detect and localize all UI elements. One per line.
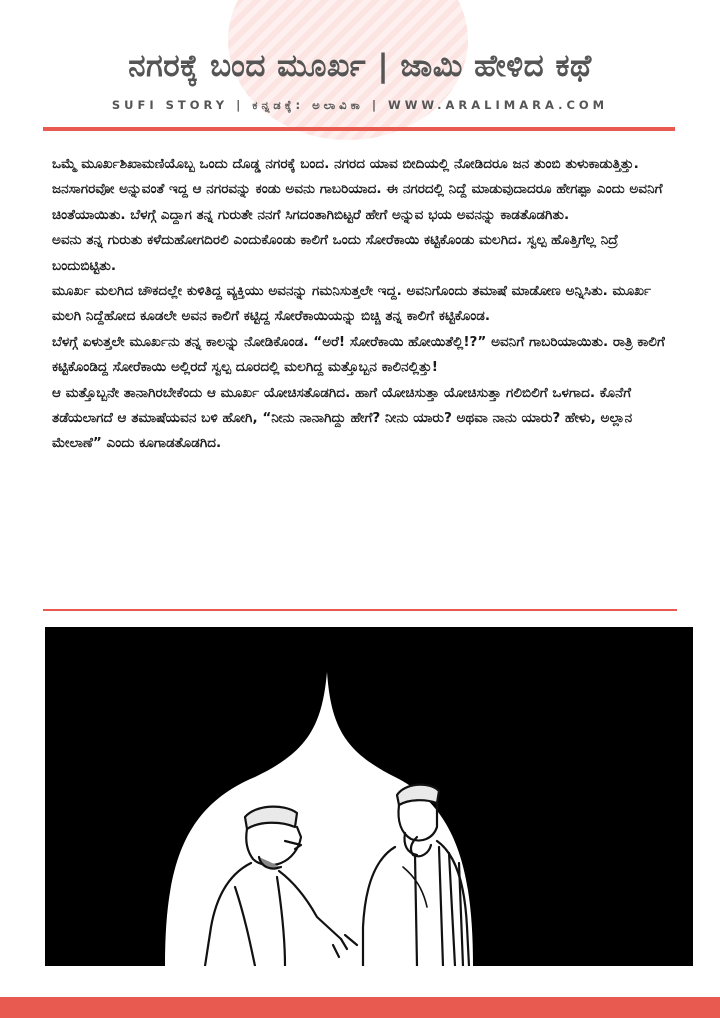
story-paragraph: ಅವನು ತನ್ನ ಗುರುತು ಕಳೆದುಹೋಗದಿರಲಿ ಎಂದುಕೊಂಡು ಕಾಲಿಗೆ ಒಂದು ಸೋರೆಕಾಯಿ ಕಟ್ಟಿಕೊಂಡು ಮಲಗಿದ. ಸ್ವಲ್ಪ ಹೊತ್ತಿಗೆಲ್ಲ ನಿದ್ರೆ ಬಂದುಬಿಟ್ಟಿತು. [52,232,619,274]
story-illustration [45,627,693,966]
story-body [52,152,674,457]
story-paragraph: ಮೂರ್ಖ ಮಲಗಿದ ಚೌಕದಲ್ಲೇ ಕುಳಿತಿದ್ದ ವ್ಯಕ್ತಿಯು ಅವನನ್ನು ಗಮನಿಸುತ್ತಲೇ ಇದ್ದ. ಅವನಿಗೊಂದು ತಮಾಷೆ ಮಾಡೋಣ ಅನ್ನಿಸಿತು. ಮೂರ್ಖ ಮಲಗಿ ನಿದ್ದೆಹೋದ ಕೂಡಲೇ ಅವನ ಕಾಲಿಗೆ ಕಟ್ಟಿದ್ದ ಸೋರೆಕಾಯಿಯನ್ನು ಬಿಚ್ಚಿ ತನ್ನ ಕಾಲಿಗೆ ಕಟ್ಟಿಕೊಂಡ. [52,283,652,325]
footer-bar [0,997,720,1018]
story-paragraph: ಬೆಳಗ್ಗೆ ಏಳುತ್ತಲೇ ಮೂರ್ಖನು ತನ್ನ ಕಾಲನ್ನು ನೋಡಿಕೊಂಡ. “ಅರೆ! ಸೋರೆಕಾಯಿ ಹೋಯಿತೆಲ್ಲಿ!?” ಅವನಿಗೆ ಗಾಬರಿಯಾಯಿತು. ರಾತ್ರಿ ಕಾಲಿಗೆ ಕಟ್ಟಿಕೊಂಡಿದ್ದ ಸೋರೆಕಾಯಿ ಅಲ್ಲಿರದೆ ಸ್ವಲ್ಪ ದೂರದಲ್ಲಿ ಮಲಗಿದ್ದ ಮತ್ತೊಬ್ಬನ ಕಾಲಿನಲ್ಲಿತ್ತು! [52,333,665,376]
story-paragraph: ಆ ಮತ್ತೊಬ್ಬನೇ ತಾನಾಗಿರಬೇಕೆಂದು ಆ ಮೂರ್ಖ ಯೋಚಿಸತೊಡಗಿದ. ಹಾಗೆ ಯೋಚಿಸುತ್ತಾ ಯೋಚಿಸುತ್ತಾ ಗಲಿಬಿಲಿಗೆ ಒಳಗಾದ. ಕೊನೆಗೆ ತಡೆಯಲಾಗದೆ ಆ ತಮಾಷೆಯವನ ಬಳಿ ಹೋಗಿ, “ನೀನು ನಾನಾಗಿದ್ದು ಹೇಗೆ? ನೀನು ಯಾರು? ಅಥವಾ ನಾನು ಯಾರು? ಹೇಳು, ಅಲ್ಲಾನ ಮೇಲಾಣೆ” ಎಂದು ಕೂಗಾಡತೊಡಗಿದ. [52,384,633,452]
top-divider [43,127,675,131]
page-title: ನಗರಕ್ಕೆ ಬಂದ ಮೂರ್ಖ | ಜಾಮಿ ಹೇಳಿದ ಕಥೆ [128,48,592,84]
page-subtitle: SUFI STORY | ಕನ್ನಡಕ್ಕೆ: ಅಲಾವಿಕಾ | WWW.ARALIMARA.COM [111,98,609,112]
middle-divider [43,609,677,611]
story-paragraph: ಒಮ್ಮೆ ಮೂರ್ಖಶಿಖಾಮಣಿಯೊಬ್ಬ ಒಂದು ದೊಡ್ಡ ನಗರಕ್ಕೆ ಬಂದ. ನಗರದ ಯಾವ ಬೀದಿಯಲ್ಲಿ ನೋಡಿದರೂ ಜನ ತುಂಬಿ ತುಳುಕಾಡುತ್ತಿತ್ತು. ಜನಸಾಗರವೋ ಅನ್ನುವಂತೆ ಇದ್ದ ಆ ನಗರವನ್ನು ಕಂಡು ಅವನು ಗಾಬರಿಯಾದ. ಈ ನಗರದಲ್ಲಿ ನಿದ್ದೆ ಮಾಡುವುದಾದರೂ ಹೇಗಪ್ಪಾ ಎಂದು ಅವನಿಗೆ ಚಿಂತೆಯಾಯಿತು. ಬೆಳಗ್ಗೆ ಎದ್ದಾಗ ತನ್ನ ಗುರುತೇ ನನಗೆ ಸಿಗದಂತಾಗಿಬಿಟ್ಟರೆ ಹೇಗೆ ಅನ್ನುವ ಭಯ ಅವನನ್ನು ಕಾಡತೊಡಗಿತು. [52,156,663,223]
